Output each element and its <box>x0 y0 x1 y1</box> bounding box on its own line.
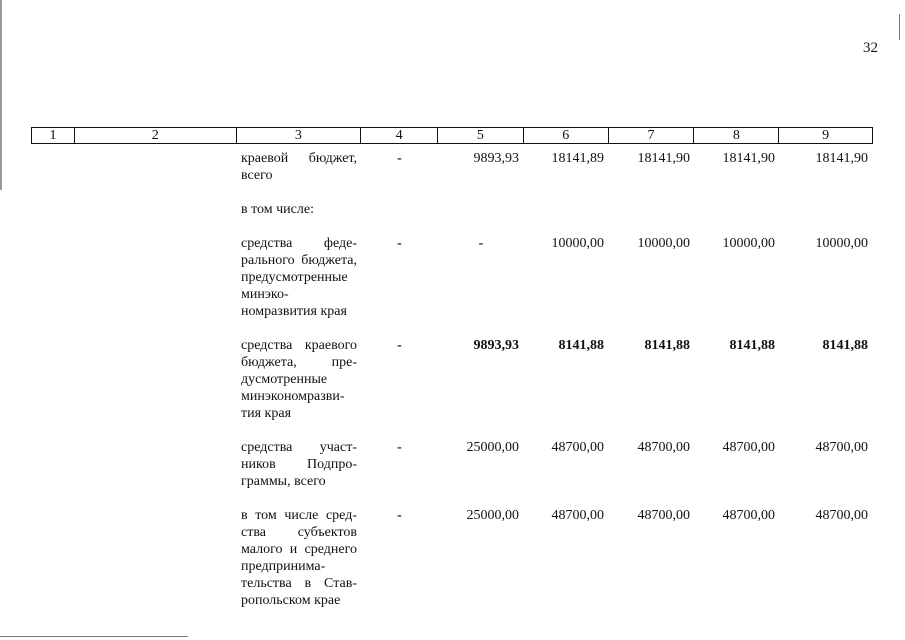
value-col8: 8141,88 <box>729 338 775 353</box>
row-description: средства федерального бюджета, предусмотренные минэкономразвития края <box>241 236 357 319</box>
table-cell-empty <box>31 439 74 507</box>
row-description: краевой бюджет, всего <box>241 151 357 183</box>
table-row <box>31 235 873 337</box>
funding-table <box>31 150 873 609</box>
value-col8: 48700,00 <box>722 508 775 523</box>
value-col4: - <box>397 151 402 166</box>
value-col9: 8141,88 <box>822 338 868 353</box>
value-col4: - <box>397 508 402 523</box>
table-cell-empty <box>31 235 74 337</box>
value-col9: 10000,00 <box>815 236 868 251</box>
table-row <box>31 201 873 235</box>
value-col8: 18141,90 <box>722 151 775 166</box>
row-description: в том числе: <box>241 202 314 217</box>
table-row <box>31 439 873 507</box>
value-col6: 18141,89 <box>551 151 604 166</box>
scan-edge-mark-right <box>899 14 900 40</box>
value-col4: - <box>397 236 402 251</box>
table-cell-empty <box>74 235 236 337</box>
table-cell-empty <box>31 507 74 609</box>
value-col7: 10000,00 <box>637 236 690 251</box>
value-col9: 48700,00 <box>815 440 868 455</box>
table-cell-empty <box>31 201 74 235</box>
column-number-7: 7 <box>609 128 695 143</box>
table-cell-empty <box>74 150 236 201</box>
value-col9: 18141,90 <box>815 151 868 166</box>
table-row <box>31 150 873 201</box>
column-number-header <box>31 127 873 144</box>
table-row <box>31 507 873 609</box>
table-cell-empty <box>74 201 236 235</box>
column-number-9: 9 <box>822 128 830 143</box>
value-col6: 10000,00 <box>551 236 604 251</box>
column-number-5: 5 <box>438 128 524 143</box>
table-cell-empty <box>74 507 236 609</box>
table-cell-empty <box>780 201 873 235</box>
table-cell-empty <box>438 201 524 235</box>
table-row <box>31 337 873 439</box>
row-description: средства краевого бюджета, предусмотренные минэкономразвития края <box>241 338 357 421</box>
value-col7: 48700,00 <box>637 440 690 455</box>
table-cell-empty <box>31 150 74 201</box>
value-col8: 48700,00 <box>722 440 775 455</box>
page-number: 32 <box>863 40 878 56</box>
value-col5: 25000,00 <box>466 508 519 523</box>
value-col8: 10000,00 <box>722 236 775 251</box>
value-col5: 25000,00 <box>466 440 519 455</box>
column-number-6: 6 <box>524 128 609 143</box>
column-number-8: 8 <box>694 128 779 143</box>
table-cell-empty <box>74 439 236 507</box>
value-col9: 48700,00 <box>815 508 868 523</box>
value-col5: 9893,93 <box>473 151 519 166</box>
value-col5: - <box>478 236 484 251</box>
value-col4: - <box>397 440 402 455</box>
value-col4: - <box>397 338 402 353</box>
column-number-2: 2 <box>75 128 237 143</box>
value-col7: 18141,90 <box>637 151 690 166</box>
table-cell-empty <box>609 201 695 235</box>
value-col7: 48700,00 <box>637 508 690 523</box>
value-col5: 9893,93 <box>473 338 519 353</box>
column-number-1: 1 <box>32 128 75 143</box>
column-number-3: 3 <box>237 128 362 143</box>
table-cell-empty <box>361 201 438 235</box>
table-cell-empty <box>695 201 780 235</box>
table-cell-empty <box>31 337 74 439</box>
row-description: средства участников Подпрограммы, всего <box>241 440 357 489</box>
scan-edge-mark-left <box>0 0 2 190</box>
value-col6: 48700,00 <box>551 440 604 455</box>
column-number-4: 4 <box>361 128 438 143</box>
table-cell-empty <box>524 201 609 235</box>
value-col6: 48700,00 <box>551 508 604 523</box>
footnote-rule <box>0 636 188 637</box>
table-cell-empty <box>74 337 236 439</box>
value-col6: 8141,88 <box>558 338 604 353</box>
row-description: в том числе средства субъектов малого и среднего предпринимательства в Ставропольском крае <box>241 508 357 608</box>
value-col7: 8141,88 <box>644 338 690 353</box>
